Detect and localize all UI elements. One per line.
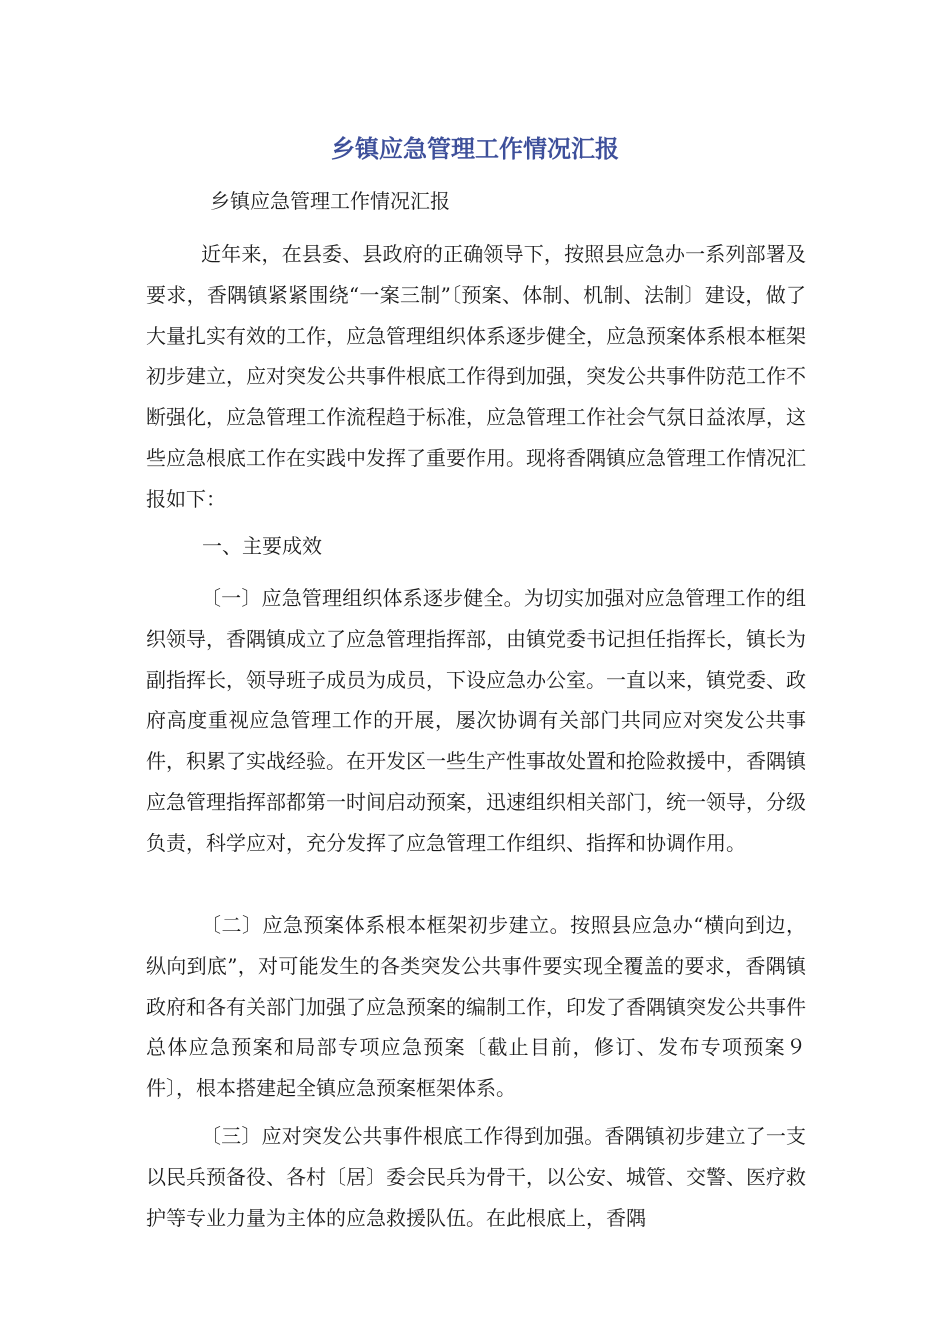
section-heading: 一、主要成效 (202, 534, 322, 558)
document-subtitle: 乡镇应急管理工作情况汇报 (210, 189, 450, 213)
paragraph-organization: 〔一〕应急管理组织体系逐步健全。为切实加强对应急管理工作的组织领导，香隅镇成立了应急管理指挥部，由镇党委书记担任指挥长，镇长为副指挥长，领导班子成员为成员，下设应急办公室。一直以来，镇党委、政府高度重视应急管理工作的开展，屡次协调有关部门共同应对突发公共事件，积累了实战经验。在开发区一些生产性事故处置和抢险救援中，香隅镇应急管理指挥部都第一时间启动预案，迅速组织相关部门，统一领导，分级负责，科学应对，充分发挥了应急管理工作组织、指挥和协调作用。 (146, 586, 806, 855)
paragraph-plan-system: 〔二〕应急预案体系根本框架初步建立。按照县应急办“横向到边，纵向到底”，对可能发生的各类突发公共事件要实现全覆盖的要求，香隅镇政府和各有关部门加强了应急预案的编制工作，印发了香隅镇突发公共事件总体应急预案和局部专项应急预案〔截止目前，修订、发布专项预案９件〕，根本搭建起全镇应急预案框架体系。 (146, 913, 806, 1101)
paragraph-emergency-foundation: 〔三〕应对突发公共事件根底工作得到加强。香隅镇初步建立了一支以民兵预备役、各村〔居〕委会民兵为骨干，以公安、城管、交警、医疗救护等专业力量为主体的应急救援队伍。在此根底上，香隅 (146, 1124, 806, 1230)
document-title: 乡镇应急管理工作情况汇报 (331, 135, 619, 163)
intro-paragraph: 近年来，在县委、县政府的正确领导下，按照县应急办一系列部署及要求，香隅镇紧紧围绕“一案三制”〔预案、体制、机制、法制〕建设，做了大量扎实有效的工作，应急管理组织体系逐步健全，应急预案体系根本框架初步建立，应对突发公共事件根底工作得到加强，突发公共事件防范工作不断强化，应急管理工作流程趋于标准，应急管理工作社会气氛日益浓厚，这些应急根底工作在实践中发挥了重要作用。现将香隅镇应急管理工作情况汇报如下： (146, 242, 806, 511)
